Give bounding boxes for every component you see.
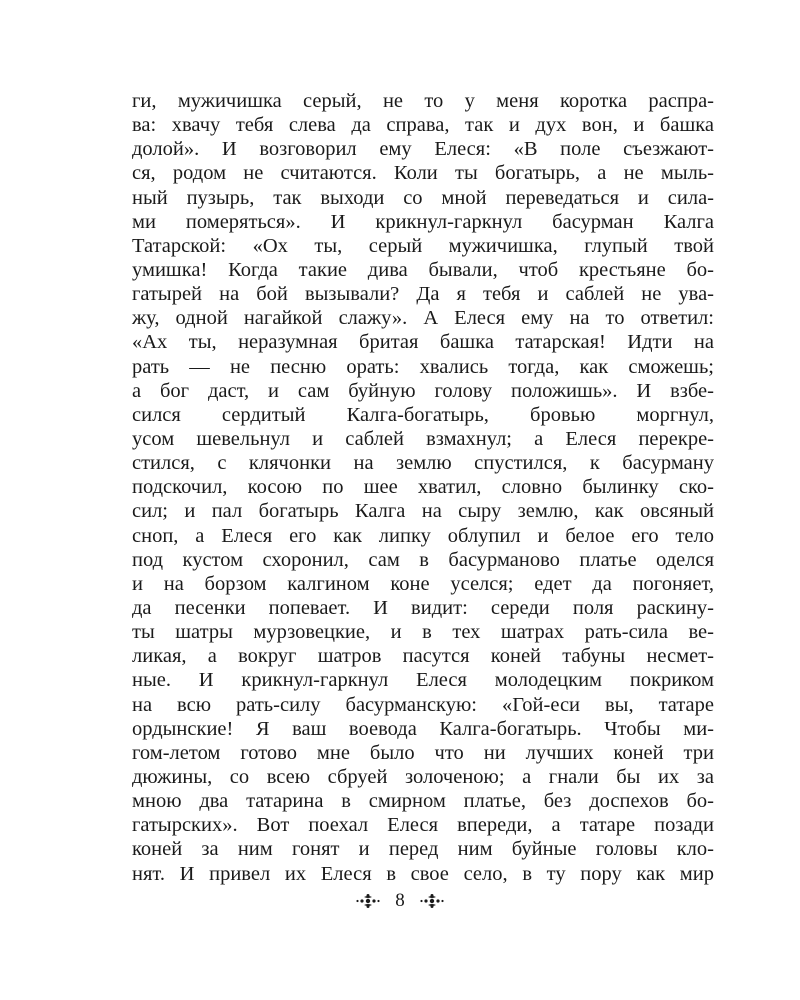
- text-line: умишка! Когда такие дива бывали, чтоб крестьяне бо-: [132, 258, 714, 281]
- floral-ornament-icon: [419, 892, 445, 910]
- text-line: сился сердитый Калга-богатырь, бровью моргнул,: [132, 403, 714, 426]
- text-line: рать — не песню орать: хвались тогда, как сможешь;: [132, 355, 714, 378]
- text-line: да песенки попевает. И видит: середи поля раскину-: [132, 596, 714, 619]
- text-line: ся, родом не считаются. Коли ты богатырь, а не мыль-: [132, 162, 714, 185]
- page-number: 8: [395, 890, 405, 911]
- text-line: подскочил, косою по шее хватил, словно былинку ско-: [132, 476, 714, 499]
- text-line: нят. И привел их Елеся в свое село, в ту пору как мир: [132, 862, 714, 885]
- text-line: ликая, а вокруг шатров пасутся коней табуны несмет-: [132, 645, 714, 668]
- page-footer: [0, 886, 800, 916]
- text-line: ордынские! Я ваш воевода Калга-богатырь. Чтобы ми-: [132, 717, 714, 740]
- text-line: гатырских». Вот поехал Елеся впереди, а татаре позади: [132, 814, 714, 837]
- text-line: сил; и пал богатырь Калга на сыру землю, как овсяный: [132, 500, 714, 523]
- text-line: а бог даст, и сам буйную голову положишь». И взбе-: [132, 379, 714, 402]
- text-line: долой». И возговорил ему Елеся: «В поле съезжают-: [132, 138, 714, 161]
- text-line: и на борзом калгином коне уселся; едет да погоняет,: [132, 572, 714, 595]
- text-line: мною два татарина в смирном платье, без доспехов бо-: [132, 790, 714, 813]
- text-line: стился, с клячонки на землю спустился, к басурману: [132, 452, 714, 475]
- text-line: на всю рать-силу басурманскую: «Гой-еси вы, татаре: [132, 693, 714, 716]
- floral-ornament-icon: [355, 892, 381, 910]
- text-line: гом-летом готово мне было что ни лучших коней три: [132, 741, 714, 764]
- text-line: ми померяться». И крикнул-гаркнул басурман Калга: [132, 210, 714, 233]
- text-line: под кустом схоронил, сам в басурманово платье оделся: [132, 548, 714, 571]
- text-line: ный пузырь, так выходи со мной переведаться и сила-: [132, 186, 714, 209]
- text-line: ты шатры мурзовецкие, и в тех шатрах рать-сила ве-: [132, 621, 714, 644]
- text-line: сноп, а Елеся его как липку облупил и белое его тело: [132, 524, 714, 547]
- body-text: [132, 89, 714, 886]
- text-line: ва: хвачу тебя слева да справа, так и дух вон, и башка: [132, 114, 714, 137]
- text-line: усом шевельнул и саблей взмахнул; а Елеся перекре-: [132, 427, 714, 450]
- text-line: жу, одной нагайкой слажу». А Елеся ему на то ответил:: [132, 307, 714, 330]
- text-line: «Ах ты, неразумная бритая башка татарская! Идти на: [132, 331, 714, 354]
- text-line: гатырей на бой вызывали? Да я тебя и саблей не ува-: [132, 283, 714, 306]
- text-line: ги, мужичишка серый, не то у меня коротка распра-: [132, 90, 714, 112]
- text-line: дюжины, со всею сбруей золоченою; а гнали бы их за: [132, 765, 714, 788]
- text-line: коней за ним гонят и перед ним буйные головы кло-: [132, 838, 714, 861]
- text-line: Татарской: «Ох ты, серый мужичишка, глупый твой: [132, 234, 714, 257]
- text-line: ные. И крикнул-гаркнул Елеся молодецким покриком: [132, 669, 714, 692]
